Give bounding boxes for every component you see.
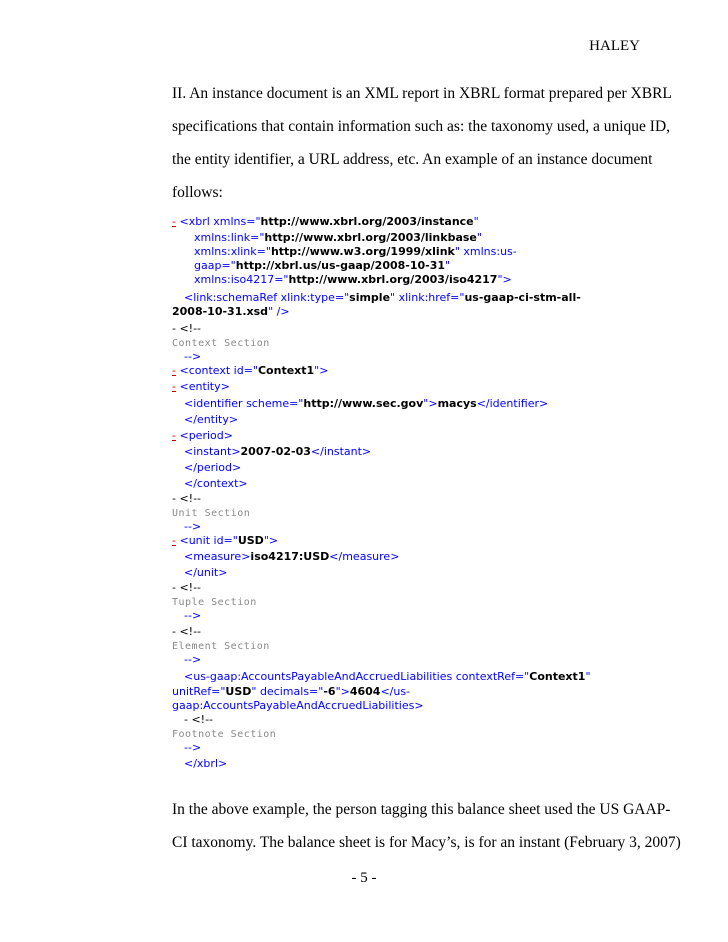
xml-token: <identifier scheme=" — [184, 397, 304, 410]
xml-token: " xmlns:us- — [454, 245, 517, 258]
xml-token: xmlns:iso4217=" — [194, 273, 289, 286]
xml-token: <entity> — [179, 380, 230, 393]
xml-token: --> — [184, 653, 202, 666]
xml-token: gaap=" — [194, 259, 236, 272]
xml-token: - <!-- — [184, 713, 214, 726]
xml-value: 2008-10-31.xsd — [172, 305, 269, 318]
xml-token: - <!-- — [172, 581, 202, 594]
xml-comment: Element Section — [172, 641, 270, 652]
xml-token: </unit> — [184, 566, 228, 579]
xml-comment: Unit Section — [172, 508, 251, 519]
xml-comment-open — [172, 322, 201, 336]
intro-line-2: specifications that contain information such as: the taxonomy used, a unique ID, — [172, 118, 671, 135]
xml-token: - <!-- — [172, 492, 202, 505]
xml-token: <xbrl xmlns=" — [179, 215, 261, 228]
xml-url: http://www.xbrl.org/2003/iso4217 — [288, 273, 498, 286]
xml-line-unit-close — [184, 566, 227, 580]
xml-comment-text — [172, 506, 250, 520]
xml-line-schemaref-cont — [172, 305, 290, 319]
xml-token: - <!-- — [172, 322, 202, 335]
xml-token: </us- — [380, 685, 411, 698]
xml-comment: Context Section — [172, 338, 270, 349]
xml-token: </xbrl> — [184, 757, 228, 770]
xml-line-xbrl-open — [172, 215, 479, 229]
outro-line-1: In the above example, the person tagging this balance sheet used the US GAAP- — [172, 801, 671, 818]
xml-token: --> — [184, 741, 202, 754]
xml-token: --> — [184, 609, 202, 622]
xml-comment-close — [184, 350, 201, 364]
xml-line-ns-iso — [194, 273, 512, 287]
xml-line-element — [184, 670, 591, 684]
collapse-toggle[interactable]: - — [172, 364, 176, 377]
xml-line-measure — [184, 550, 399, 564]
xml-url: http://www.xbrl.org/2003/linkbase — [264, 231, 477, 244]
xml-comment-open — [172, 625, 201, 639]
xml-line-context-close — [184, 477, 248, 491]
xml-line-element-cont — [172, 685, 410, 699]
xml-value: iso4217:USD — [250, 550, 330, 563]
xml-token: "> — [335, 685, 350, 698]
xml-token: " decimals=" — [251, 685, 324, 698]
page-number — [0, 870, 728, 887]
xml-token: </context> — [184, 477, 248, 490]
xml-token: <instant> — [184, 445, 241, 458]
intro-line-4: follows: — [172, 184, 223, 201]
xml-value: http://www.sec.gov — [303, 397, 424, 410]
xml-token: </instant> — [310, 445, 372, 458]
xml-token: <us-gaap:AccountsPayableAndAccruedLiabilities contextRef=" — [184, 670, 530, 683]
collapse-toggle[interactable]: - — [172, 429, 176, 442]
xml-token: xmlns:xlink=" — [194, 245, 271, 258]
collapse-toggle[interactable]: - — [172, 380, 176, 393]
xml-line-ns-gaap — [194, 259, 450, 273]
xml-token: gaap:AccountsPayableAndAccruedLiabilities> — [172, 699, 424, 712]
xml-comment-close — [184, 609, 201, 623]
page-number-text: - 5 - — [351, 870, 377, 886]
collapse-toggle[interactable]: - — [172, 215, 176, 228]
xml-value: us-gaap-ci-stm-all- — [464, 291, 581, 304]
xml-comment-open — [184, 713, 213, 727]
xml-token: --> — [184, 350, 202, 363]
xml-comment-text — [172, 727, 276, 741]
xml-token: <context id=" — [179, 364, 258, 377]
xml-line-context — [172, 364, 328, 378]
xml-comment-text — [172, 336, 270, 350]
outro-line-2: CI taxonomy. The balance sheet is for Macy’s, is for an instant (February 3, 2007) — [172, 834, 681, 851]
xml-token: " — [585, 670, 591, 683]
intro-line-3: the entity identifier, a URL address, etc. An example of an instance document — [172, 151, 653, 168]
xml-comment: Footnote Section — [172, 729, 277, 740]
xml-line-period-close — [184, 461, 241, 475]
xml-token: </entity> — [184, 413, 239, 426]
xml-comment-close — [184, 520, 201, 534]
xml-token: <measure> — [184, 550, 251, 563]
xml-comment-text — [172, 639, 270, 653]
xml-line-xbrl-close — [184, 757, 227, 771]
xml-token: </period> — [184, 461, 242, 474]
xml-token: "> — [263, 534, 279, 547]
xml-value: Context1 — [257, 364, 315, 377]
xml-token: " /> — [268, 305, 290, 318]
xml-line-identifier — [184, 397, 548, 411]
xml-value: 4604 — [349, 685, 381, 698]
xml-token: " xlink:href=" — [390, 291, 465, 304]
xml-line-period — [172, 429, 233, 443]
xml-token: <period> — [179, 429, 233, 442]
intro-line-1: II. An instance document is an XML report in XBRL format prepared per XBRL — [172, 85, 672, 102]
xml-token: --> — [184, 520, 202, 533]
xml-token: <unit id=" — [179, 534, 238, 547]
xml-line-unit — [172, 534, 278, 548]
xml-token: xmlns:link=" — [194, 231, 265, 244]
xml-token: - <!-- — [172, 625, 202, 638]
xml-line-ns-link — [194, 231, 482, 245]
xml-value: simple — [349, 291, 391, 304]
xml-token: " — [473, 215, 479, 228]
xml-value: -6 — [323, 685, 336, 698]
xml-token: </measure> — [329, 550, 400, 563]
xml-comment: Tuple Section — [172, 597, 257, 608]
xml-value: USD — [225, 685, 252, 698]
xml-comment-text — [172, 595, 257, 609]
xml-url: http://xbrl.us/us-gaap/2008-10-31 — [235, 259, 446, 272]
xml-comment-open — [172, 581, 201, 595]
xml-url: http://www.w3.org/1999/xlink — [270, 245, 455, 258]
xml-token: "> — [423, 397, 438, 410]
xml-token: "> — [314, 364, 329, 377]
xml-token: <link:schemaRef xlink:type=" — [184, 291, 350, 304]
xml-value: 2007-02-03 — [240, 445, 311, 458]
xml-line-schemaref — [184, 291, 581, 305]
xml-line-element-end — [172, 699, 424, 713]
collapse-toggle[interactable]: - — [172, 534, 176, 547]
xml-value: USD — [237, 534, 264, 547]
xml-token: unitRef=" — [172, 685, 226, 698]
xml-comment-open — [172, 492, 201, 506]
xml-line-ns-xlink — [194, 245, 517, 259]
xml-comment-close — [184, 741, 201, 755]
xml-token: " — [476, 231, 482, 244]
xml-token: " — [445, 259, 451, 272]
xml-comment-close — [184, 653, 201, 667]
xml-url: http://www.xbrl.org/2003/instance — [260, 215, 474, 228]
xml-token: "> — [497, 273, 512, 286]
xml-value: Context1 — [529, 670, 586, 683]
xml-line-entity-close — [184, 413, 238, 427]
xml-line-entity — [172, 380, 230, 394]
xml-value: macys — [437, 397, 477, 410]
running-header: HALEY — [589, 38, 640, 54]
xml-line-instant — [184, 445, 371, 459]
xml-token: </identifier> — [476, 397, 549, 410]
